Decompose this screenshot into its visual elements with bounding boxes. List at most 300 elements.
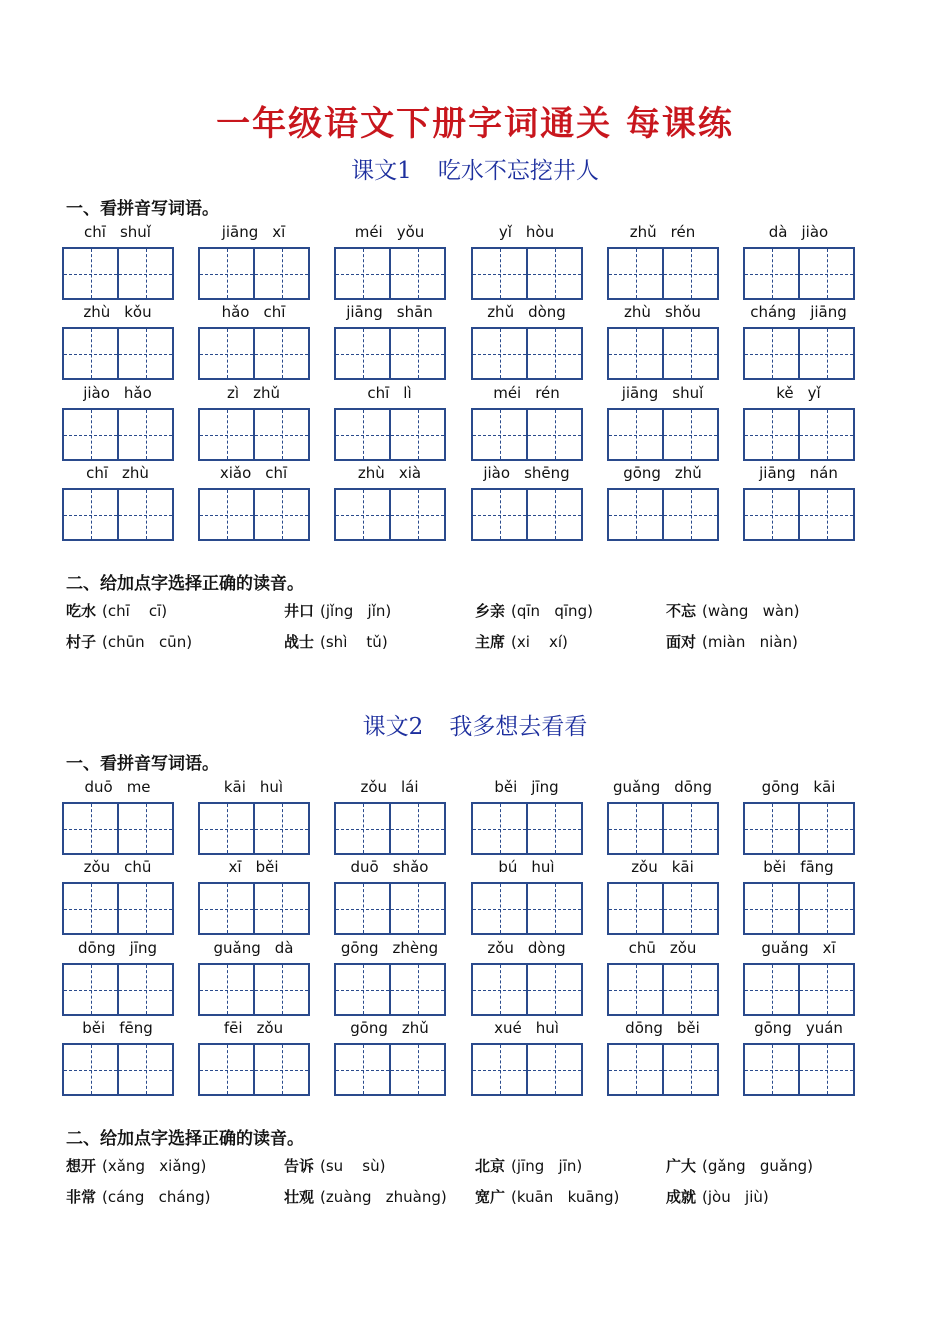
tianzige-box[interactable] <box>119 327 174 380</box>
tianzige-box[interactable] <box>800 802 855 855</box>
pinyin-label <box>735 384 862 406</box>
tianzige-box[interactable] <box>607 488 664 541</box>
choice-options: (wàng wàn) <box>702 602 800 620</box>
tianzige-box[interactable] <box>664 408 719 461</box>
tianzige-box[interactable] <box>800 327 855 380</box>
tianzige-box[interactable] <box>334 802 391 855</box>
pinyin-syllable: yǒu <box>396 223 425 241</box>
choice-options: (qīn qīng) <box>511 602 593 620</box>
tianzige-box[interactable] <box>471 488 528 541</box>
tianzige-box[interactable] <box>334 488 391 541</box>
pinyin-syllable: zhù <box>83 303 111 321</box>
pinyin-label <box>190 778 317 800</box>
choice-options: (miàn niàn) <box>702 633 798 651</box>
pinyin-syllable: huì <box>535 1019 559 1037</box>
choice-word: 告诉 <box>284 1157 315 1175</box>
tianzige-boxes <box>198 1043 310 1096</box>
tianzige-boxes <box>471 1043 583 1096</box>
tianzige-boxes <box>743 963 855 1016</box>
pinyin-syllable: kě <box>776 384 794 402</box>
tianzige-box[interactable] <box>119 408 174 461</box>
tianzige-boxes <box>743 408 855 461</box>
tianzige-box[interactable] <box>255 408 310 461</box>
reading-choice[interactable] <box>666 1155 813 1176</box>
tianzige-box[interactable] <box>471 327 528 380</box>
pinyin-syllable: duō <box>84 778 113 796</box>
tianzige-box[interactable] <box>800 408 855 461</box>
tianzige-box[interactable] <box>743 247 800 300</box>
tianzige-box[interactable] <box>607 802 664 855</box>
pinyin-syllable: jiāng <box>759 464 796 482</box>
pinyin-syllable: xī <box>272 223 286 241</box>
choice-options: (jòu jiù) <box>702 1188 769 1206</box>
tianzige-box[interactable] <box>198 802 255 855</box>
pinyin-label <box>599 778 726 800</box>
pinyin-syllable: xī <box>228 858 242 876</box>
tianzige-box[interactable] <box>800 247 855 300</box>
tianzige-boxes <box>334 408 446 461</box>
pinyin-syllable: xué <box>494 1019 522 1037</box>
tianzige-boxes <box>607 802 719 855</box>
pinyin-syllable: gōng <box>754 1019 792 1037</box>
pinyin-syllable: dōng <box>77 939 116 957</box>
tianzige-box[interactable] <box>528 882 583 935</box>
pinyin-syllable: běi <box>255 858 279 876</box>
pinyin-label <box>326 223 453 245</box>
tianzige-box[interactable] <box>664 882 719 935</box>
reading-choice[interactable] <box>284 1155 385 1176</box>
pinyin-syllable: zhǔ <box>674 464 702 482</box>
tianzige-box[interactable] <box>471 963 528 1016</box>
pinyin-label <box>599 303 726 325</box>
reading-choice[interactable] <box>475 1155 582 1176</box>
pinyin-label <box>463 464 590 486</box>
tianzige-box[interactable] <box>334 247 391 300</box>
pinyin-label <box>735 464 862 486</box>
pinyin-syllable: lì <box>403 384 412 402</box>
tianzige-box[interactable] <box>664 963 719 1016</box>
pinyin-label <box>190 464 317 486</box>
choice-word: 不忘 <box>666 602 697 620</box>
section-heading-write: 一、看拼音写词语。 <box>66 754 219 774</box>
reading-choice[interactable] <box>66 600 167 621</box>
pinyin-label <box>190 1019 317 1041</box>
choice-options: (jīng jīn) <box>511 1157 583 1175</box>
lesson-text: 吃水不忘挖井人 <box>437 158 599 184</box>
pinyin-label <box>463 778 590 800</box>
pinyin-label <box>735 858 862 880</box>
page-title: 一年级语文下册字词通关 每课练 <box>216 104 734 144</box>
tianzige-box[interactable] <box>664 488 719 541</box>
pinyin-syllable: chī <box>86 464 109 482</box>
tianzige-box[interactable] <box>664 327 719 380</box>
pinyin-label <box>463 1019 590 1041</box>
choice-options: (gǎng guǎng) <box>702 1157 814 1175</box>
tianzige-box[interactable] <box>391 802 446 855</box>
tianzige-box[interactable] <box>62 963 119 1016</box>
tianzige-box[interactable] <box>198 488 255 541</box>
pinyin-syllable: dòng <box>528 303 566 321</box>
reading-choice[interactable] <box>666 600 799 621</box>
tianzige-boxes <box>471 963 583 1016</box>
pinyin-syllable: dōng <box>625 1019 663 1037</box>
pinyin-syllable: hǎo <box>221 303 250 321</box>
pinyin-syllable: jiào <box>483 464 511 482</box>
tianzige-box[interactable] <box>391 963 446 1016</box>
pinyin-syllable: gōng <box>340 939 379 957</box>
pinyin-syllable: rén <box>670 223 696 241</box>
pinyin-syllable: gōng <box>350 1019 388 1037</box>
pinyin-label <box>599 384 726 406</box>
tianzige-box[interactable] <box>62 882 119 935</box>
pinyin-label <box>735 939 862 961</box>
pinyin-syllable: shǎo <box>392 858 429 876</box>
pinyin-syllable: fēng <box>119 1019 153 1037</box>
tianzige-box[interactable] <box>528 488 583 541</box>
lesson-title <box>0 152 950 185</box>
tianzige-boxes <box>743 247 855 300</box>
pinyin-syllable: rén <box>535 384 560 402</box>
pinyin-syllable: gōng <box>761 778 800 796</box>
tianzige-box[interactable] <box>391 247 446 300</box>
tianzige-box[interactable] <box>607 327 664 380</box>
choice-word: 广大 <box>666 1157 697 1175</box>
tianzige-box[interactable] <box>119 963 174 1016</box>
tianzige-box[interactable] <box>528 1043 583 1096</box>
choice-options: (kuān kuāng) <box>511 1188 620 1206</box>
pinyin-syllable: zhù <box>624 303 651 321</box>
pinyin-label <box>326 303 453 325</box>
tianzige-box[interactable] <box>255 802 310 855</box>
pinyin-syllable: duō <box>350 858 379 876</box>
tianzige-box[interactable] <box>334 327 391 380</box>
tianzige-boxes <box>607 327 719 380</box>
tianzige-box[interactable] <box>391 327 446 380</box>
tianzige-box[interactable] <box>62 408 119 461</box>
pinyin-syllable: zhù <box>122 464 149 482</box>
reading-choice[interactable] <box>475 1186 619 1207</box>
pinyin-label <box>54 303 181 325</box>
tianzige-box[interactable] <box>62 247 119 300</box>
choice-options: (chī cī) <box>102 602 168 620</box>
choice-word: 非常 <box>66 1188 97 1206</box>
pinyin-syllable: zǒu <box>256 1019 284 1037</box>
pinyin-syllable: zǒu <box>487 939 514 957</box>
tianzige-boxes <box>334 963 446 1016</box>
tianzige-boxes <box>62 327 174 380</box>
tianzige-box[interactable] <box>391 882 446 935</box>
reading-choice[interactable] <box>475 600 593 621</box>
tianzige-box[interactable] <box>743 802 800 855</box>
pinyin-syllable: dà <box>274 939 294 957</box>
tianzige-box[interactable] <box>62 1043 119 1096</box>
tianzige-boxes <box>198 963 310 1016</box>
tianzige-box[interactable] <box>391 1043 446 1096</box>
tianzige-box[interactable] <box>255 247 310 300</box>
pinyin-label <box>463 303 590 325</box>
tianzige-box[interactable] <box>743 882 800 935</box>
tianzige-box[interactable] <box>743 408 800 461</box>
pinyin-label <box>463 384 590 406</box>
tianzige-box[interactable] <box>471 408 528 461</box>
tianzige-box[interactable] <box>62 327 119 380</box>
tianzige-boxes <box>471 882 583 935</box>
pinyin-syllable: guǎng <box>761 939 809 957</box>
tianzige-box[interactable] <box>471 802 528 855</box>
pinyin-label <box>326 384 453 406</box>
tianzige-box[interactable] <box>471 882 528 935</box>
reading-choice[interactable] <box>66 1155 206 1176</box>
pinyin-syllable: guǎng <box>213 939 261 957</box>
choice-options: (xǎng xiǎng) <box>102 1157 207 1175</box>
tianzige-box[interactable] <box>743 488 800 541</box>
pinyin-syllable: méi <box>354 223 383 241</box>
tianzige-box[interactable] <box>119 488 174 541</box>
pinyin-syllable: jīng <box>129 939 158 957</box>
pinyin-label <box>190 303 317 325</box>
tianzige-box[interactable] <box>743 1043 800 1096</box>
tianzige-box[interactable] <box>528 327 583 380</box>
pinyin-syllable: kāi <box>671 858 694 876</box>
tianzige-box[interactable] <box>528 247 583 300</box>
tianzige-boxes <box>62 408 174 461</box>
tianzige-box[interactable] <box>334 963 391 1016</box>
pinyin-syllable: guǎng <box>613 778 661 796</box>
pinyin-syllable: jiāng <box>346 303 383 321</box>
tianzige-box[interactable] <box>334 882 391 935</box>
pinyin-syllable: chī <box>367 384 390 402</box>
choice-word: 井口 <box>284 602 315 620</box>
tianzige-boxes <box>62 882 174 935</box>
reading-choice[interactable] <box>666 631 798 652</box>
choice-word: 宽广 <box>475 1188 506 1206</box>
pinyin-label <box>599 858 726 880</box>
choice-options: (shì tǔ) <box>320 633 388 651</box>
choice-options: (jǐng jǐn) <box>320 602 392 620</box>
pinyin-syllable: hǎo <box>123 384 152 402</box>
tianzige-box[interactable] <box>664 802 719 855</box>
tianzige-box[interactable] <box>119 247 174 300</box>
pinyin-syllable: běi <box>676 1019 700 1037</box>
pinyin-syllable: shuǐ <box>672 384 704 402</box>
pinyin-syllable: xiǎo <box>219 464 252 482</box>
reading-choice[interactable] <box>475 631 568 652</box>
pinyin-label <box>326 1019 453 1041</box>
pinyin-syllable: zǒu <box>360 778 388 796</box>
tianzige-boxes <box>198 882 310 935</box>
pinyin-label <box>326 939 453 961</box>
tianzige-boxes <box>198 802 310 855</box>
tianzige-box[interactable] <box>528 408 583 461</box>
pinyin-syllable: shǒu <box>664 303 701 321</box>
tianzige-box[interactable] <box>471 247 528 300</box>
tianzige-box[interactable] <box>198 1043 255 1096</box>
pinyin-syllable: shuǐ <box>119 223 151 241</box>
tianzige-box[interactable] <box>391 408 446 461</box>
tianzige-boxes <box>607 408 719 461</box>
lesson-title <box>0 708 950 741</box>
tianzige-box[interactable] <box>119 1043 174 1096</box>
tianzige-box[interactable] <box>607 963 664 1016</box>
pinyin-label <box>54 778 181 800</box>
choice-word: 村子 <box>66 633 97 651</box>
pinyin-label <box>54 464 181 486</box>
pinyin-label <box>54 384 181 406</box>
tianzige-box[interactable] <box>528 802 583 855</box>
pinyin-syllable: zǒu <box>631 858 658 876</box>
tianzige-box[interactable] <box>607 247 664 300</box>
choice-word: 北京 <box>475 1157 506 1175</box>
reading-choice[interactable] <box>666 1186 769 1207</box>
pinyin-syllable: chī <box>263 303 286 321</box>
tianzige-boxes <box>198 488 310 541</box>
choice-word: 吃水 <box>66 602 97 620</box>
pinyin-syllable: jiào <box>801 223 829 241</box>
tianzige-box[interactable] <box>255 488 310 541</box>
tianzige-boxes <box>471 408 583 461</box>
pinyin-label <box>54 1019 181 1041</box>
pinyin-syllable: yǐ <box>498 223 512 241</box>
pinyin-syllable: zǒu <box>669 939 697 957</box>
pinyin-syllable: chī <box>265 464 288 482</box>
pinyin-syllable: yuán <box>805 1019 843 1037</box>
pinyin-syllable: zhèng <box>392 939 439 957</box>
pinyin-syllable: gōng <box>623 464 661 482</box>
tianzige-box[interactable] <box>255 963 310 1016</box>
tianzige-boxes <box>607 488 719 541</box>
tianzige-box[interactable] <box>119 802 174 855</box>
tianzige-box[interactable] <box>607 1043 664 1096</box>
pinyin-syllable: huì <box>531 858 555 876</box>
pinyin-syllable: zhǔ <box>253 384 280 402</box>
tianzige-box[interactable] <box>198 963 255 1016</box>
reading-choice[interactable] <box>284 631 388 652</box>
choice-word: 成就 <box>666 1188 697 1206</box>
tianzige-box[interactable] <box>255 1043 310 1096</box>
pinyin-syllable: nán <box>809 464 838 482</box>
pinyin-syllable: lái <box>401 778 419 796</box>
tianzige-box[interactable] <box>334 1043 391 1096</box>
pinyin-syllable: zì <box>227 384 240 402</box>
choice-word: 主席 <box>475 633 506 651</box>
pinyin-syllable: fāng <box>800 858 834 876</box>
tianzige-boxes <box>607 963 719 1016</box>
lesson-text: 我多想去看看 <box>449 714 588 740</box>
choice-word: 战士 <box>284 633 315 651</box>
tianzige-boxes <box>334 1043 446 1096</box>
reading-choice[interactable] <box>66 631 192 652</box>
tianzige-box[interactable] <box>528 963 583 1016</box>
tianzige-box[interactable] <box>800 882 855 935</box>
pinyin-syllable: chī <box>84 223 106 241</box>
tianzige-box[interactable] <box>198 882 255 935</box>
pinyin-syllable: chū <box>628 939 656 957</box>
pinyin-syllable: běi <box>763 858 787 876</box>
tianzige-boxes <box>743 882 855 935</box>
tianzige-boxes <box>198 327 310 380</box>
pinyin-syllable: huì <box>259 778 284 796</box>
tianzige-boxes <box>607 882 719 935</box>
tianzige-box[interactable] <box>255 882 310 935</box>
tianzige-boxes <box>334 327 446 380</box>
tianzige-box[interactable] <box>255 327 310 380</box>
pinyin-syllable: bú <box>498 858 518 876</box>
pinyin-label <box>599 464 726 486</box>
choice-options: (xi xí) <box>511 633 568 651</box>
pinyin-syllable: zhǔ <box>487 303 515 321</box>
pinyin-syllable: chū <box>124 858 152 876</box>
tianzige-box[interactable] <box>607 408 664 461</box>
pinyin-syllable: me <box>126 778 151 796</box>
tianzige-boxes <box>607 247 719 300</box>
tianzige-box[interactable] <box>334 408 391 461</box>
tianzige-boxes <box>743 1043 855 1096</box>
pinyin-syllable: jiào <box>83 384 110 402</box>
section-heading-choose: 二、给加点字选择正确的读音。 <box>66 1129 304 1149</box>
choice-options: (su sù) <box>320 1157 386 1175</box>
pinyin-label <box>190 939 317 961</box>
pinyin-syllable: zhǔ <box>629 223 657 241</box>
lesson-number: 课文1 <box>351 158 412 184</box>
tianzige-boxes <box>471 327 583 380</box>
pinyin-syllable: běi <box>494 778 518 796</box>
tianzige-box[interactable] <box>198 247 255 300</box>
pinyin-label <box>463 858 590 880</box>
reading-choice[interactable] <box>284 1186 447 1207</box>
tianzige-box[interactable] <box>119 882 174 935</box>
pinyin-syllable: zhù <box>357 464 385 482</box>
tianzige-boxes <box>471 247 583 300</box>
reading-choice[interactable] <box>66 1186 210 1207</box>
tianzige-boxes <box>62 802 174 855</box>
tianzige-box[interactable] <box>198 327 255 380</box>
tianzige-box[interactable] <box>743 963 800 1016</box>
tianzige-box[interactable] <box>391 488 446 541</box>
pinyin-syllable: hòu <box>525 223 555 241</box>
pinyin-syllable: kāi <box>223 778 246 796</box>
tianzige-box[interactable] <box>62 488 119 541</box>
tianzige-box[interactable] <box>743 327 800 380</box>
pinyin-label <box>735 303 862 325</box>
choice-word: 面对 <box>666 633 697 651</box>
tianzige-box[interactable] <box>198 408 255 461</box>
pinyin-syllable: zǒu <box>83 858 111 876</box>
tianzige-box[interactable] <box>800 1043 855 1096</box>
pinyin-label <box>735 223 862 245</box>
tianzige-box[interactable] <box>664 247 719 300</box>
section-heading-choose: 二、给加点字选择正确的读音。 <box>66 574 304 594</box>
pinyin-label <box>463 223 590 245</box>
tianzige-box[interactable] <box>607 882 664 935</box>
pinyin-syllable: běi <box>82 1019 106 1037</box>
tianzige-box[interactable] <box>664 1043 719 1096</box>
tianzige-boxes <box>334 247 446 300</box>
pinyin-syllable: jiāng <box>621 384 659 402</box>
pinyin-label <box>599 939 726 961</box>
tianzige-box[interactable] <box>471 1043 528 1096</box>
pinyin-syllable: xià <box>398 464 422 482</box>
pinyin-syllable: cháng <box>750 303 797 321</box>
tianzige-box[interactable] <box>800 963 855 1016</box>
tianzige-boxes <box>334 802 446 855</box>
pinyin-syllable: dà <box>768 223 788 241</box>
pinyin-label <box>54 223 181 245</box>
tianzige-box[interactable] <box>800 488 855 541</box>
pinyin-label <box>599 1019 726 1041</box>
reading-choice[interactable] <box>284 600 391 621</box>
tianzige-boxes <box>607 1043 719 1096</box>
tianzige-box[interactable] <box>62 802 119 855</box>
